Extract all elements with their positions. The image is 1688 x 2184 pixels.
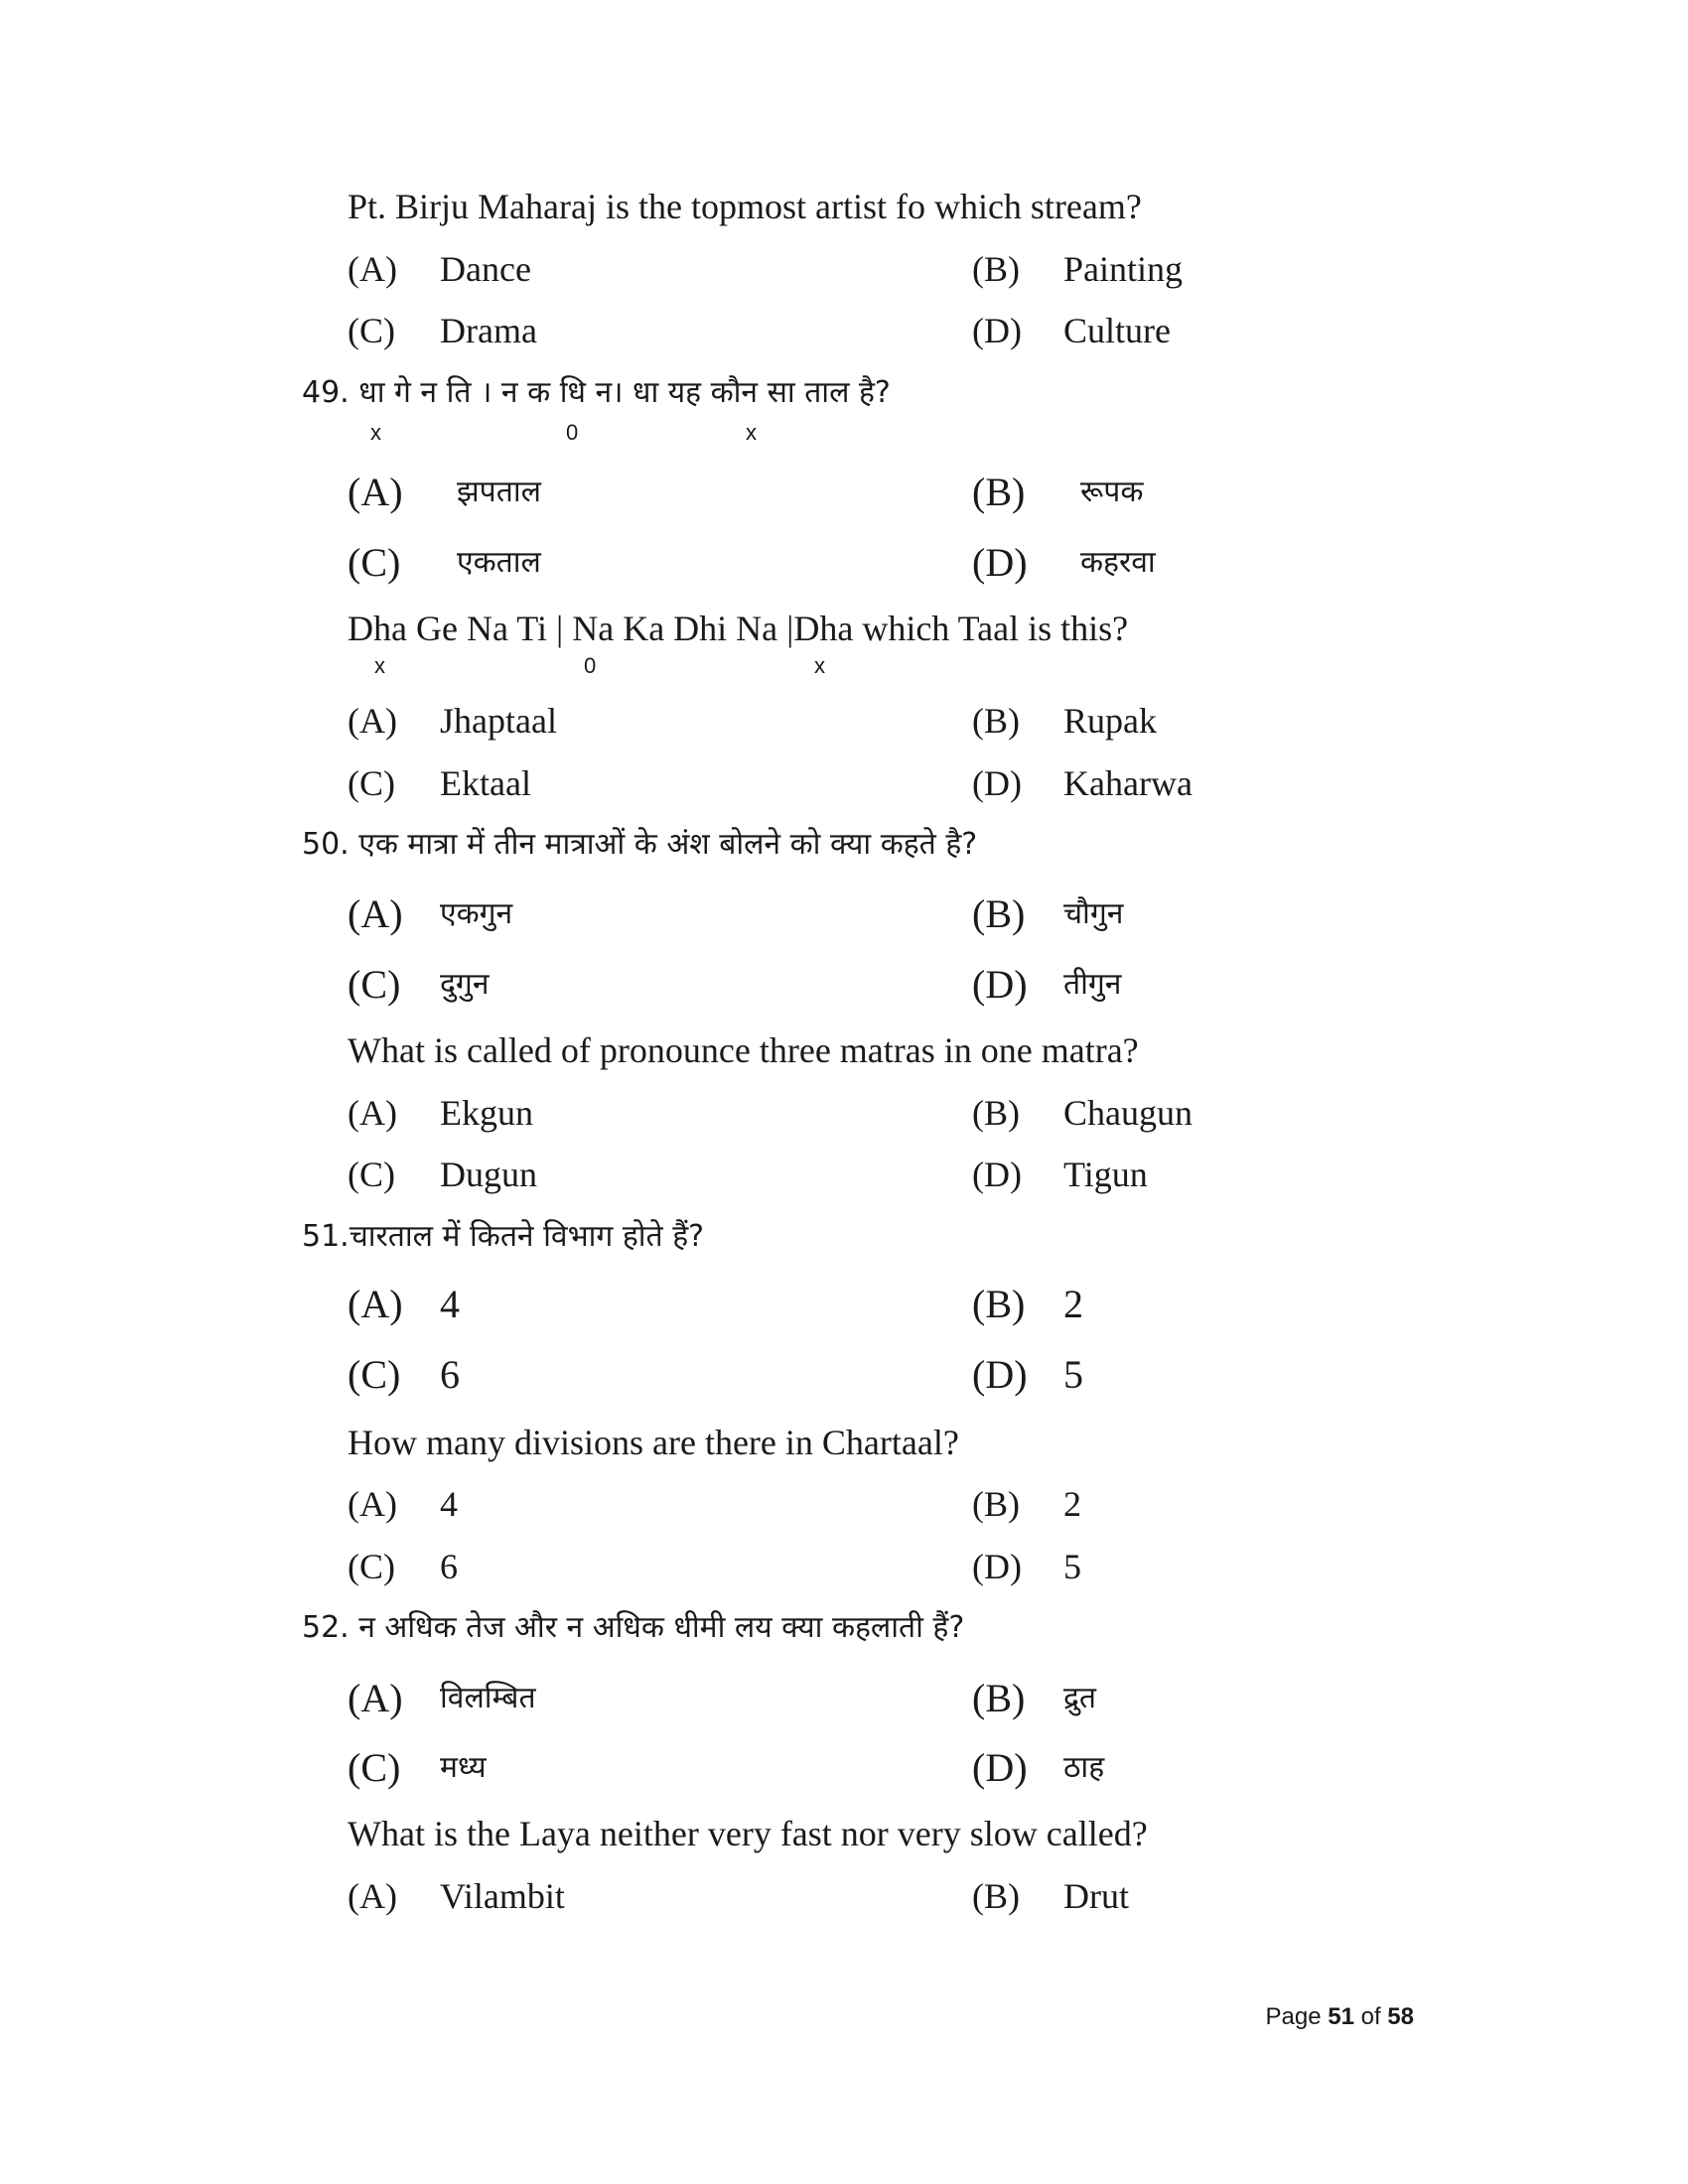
- option-text: 5: [1063, 1547, 1081, 1586]
- option-text: Jhaptaal: [440, 701, 557, 741]
- option-label: (C): [348, 1547, 395, 1586]
- option-label: (C): [348, 311, 395, 350]
- option-label: (C): [348, 1745, 401, 1790]
- option-label: (C): [348, 962, 401, 1007]
- option-text: Ektaal: [440, 763, 531, 803]
- option-label: (D): [972, 763, 1022, 803]
- option-text: तीगुन: [1063, 967, 1122, 1002]
- option-label: (A): [348, 1484, 397, 1524]
- option-label: (D): [972, 962, 1028, 1007]
- taal-mark: 0: [566, 420, 579, 445]
- option-label: (B): [972, 1676, 1026, 1720]
- option-label: (A): [348, 701, 397, 741]
- page-total: 58: [1387, 2003, 1414, 2030]
- option-text: Tigun: [1063, 1155, 1148, 1194]
- option-text: Chaugun: [1063, 1093, 1193, 1133]
- option-label: (C): [348, 763, 395, 803]
- option-text: Ekgun: [440, 1093, 533, 1133]
- option-text: द्रुत: [1063, 1681, 1097, 1715]
- option-text: Vilambit: [440, 1876, 565, 1916]
- option-label: (D): [972, 1547, 1022, 1586]
- option-label: (D): [972, 1745, 1028, 1790]
- option-label: (B): [972, 891, 1026, 936]
- page-prefix: Page: [1265, 2003, 1322, 2030]
- option-text: एकगुन: [440, 896, 513, 931]
- option-text: Kaharwa: [1063, 763, 1193, 803]
- page-of: of: [1360, 2003, 1381, 2030]
- option-text: Dugun: [440, 1155, 537, 1194]
- option-text: Dance: [440, 249, 531, 289]
- option-label: (B): [972, 249, 1020, 289]
- taal-mark: 0: [584, 653, 597, 678]
- option-label: (A): [348, 1093, 397, 1133]
- option-label: (A): [348, 470, 403, 514]
- option-text: 6: [440, 1352, 460, 1397]
- taal-mark: x: [370, 420, 381, 445]
- question-text: Pt. Birju Maharaj is the topmost artist fo which stream?: [348, 187, 1142, 226]
- option-text: दुगुन: [440, 967, 490, 1002]
- option-label: (A): [348, 1676, 403, 1720]
- option-text: 4: [440, 1282, 460, 1326]
- taal-mark: x: [746, 420, 757, 445]
- option-text: 2: [1063, 1282, 1083, 1326]
- option-label: (B): [972, 701, 1020, 741]
- option-text: ठाह: [1063, 1750, 1105, 1785]
- option-text: 4: [440, 1484, 458, 1524]
- option-label: (B): [972, 470, 1026, 514]
- question-text: What is called of pronounce three matras in one matra?: [348, 1030, 1139, 1070]
- question-text-hindi: 49. धा गे न ति । न क धि न। धा यह कौन सा ताल है?: [302, 375, 891, 410]
- option-text: चौगुन: [1063, 896, 1124, 931]
- option-label: (B): [972, 1282, 1026, 1326]
- option-text: Rupak: [1063, 701, 1157, 741]
- option-text: Culture: [1063, 311, 1171, 350]
- question-text-hindi: 50. एक मात्रा में तीन मात्राओं के अंश बोलने को क्या कहते है?: [302, 827, 978, 862]
- option-label: (A): [348, 249, 397, 289]
- page-number: [1266, 2005, 1415, 2029]
- option-label: (A): [348, 1282, 403, 1326]
- option-text: कहरवा: [1080, 545, 1156, 580]
- option-label: (D): [972, 1352, 1028, 1397]
- option-text: रूपक: [1080, 475, 1144, 509]
- question-text: Dha Ge Na Ti | Na Ka Dhi Na |Dha which Taal is this?: [348, 609, 1129, 648]
- option-text: मध्य: [440, 1750, 487, 1785]
- option-text: Drut: [1063, 1876, 1129, 1916]
- option-label: (B): [972, 1484, 1020, 1524]
- taal-mark: x: [374, 653, 385, 678]
- option-label: (C): [348, 1352, 401, 1397]
- option-label: (D): [972, 540, 1028, 585]
- option-label: (A): [348, 1876, 397, 1916]
- page-current: 51: [1328, 2003, 1354, 2030]
- option-text: Drama: [440, 311, 537, 350]
- question-text: What is the Laya neither very fast nor very slow called?: [348, 1814, 1148, 1853]
- option-label: (D): [972, 1155, 1022, 1194]
- option-text: 6: [440, 1547, 458, 1586]
- option-label: (D): [972, 311, 1022, 350]
- option-text: 5: [1063, 1352, 1083, 1397]
- option-text: एकताल: [457, 545, 541, 580]
- question-text: How many divisions are there in Chartaal?: [348, 1423, 959, 1462]
- question-text-hindi: 51.चारताल में कितने विभाग होते हैं?: [302, 1219, 705, 1254]
- option-label: (A): [348, 891, 403, 936]
- option-text: विलम्बित: [440, 1681, 536, 1715]
- option-text: Painting: [1063, 249, 1184, 289]
- option-label: (B): [972, 1876, 1020, 1916]
- option-label: (C): [348, 540, 401, 585]
- option-text: झपताल: [457, 475, 541, 509]
- option-label: (B): [972, 1093, 1020, 1133]
- option-label: (C): [348, 1155, 395, 1194]
- question-text-hindi: 52. न अधिक तेज और न अधिक धीमी लय क्या कहलाती हैं?: [302, 1610, 965, 1645]
- option-text: 2: [1063, 1484, 1081, 1524]
- taal-mark: x: [814, 653, 825, 678]
